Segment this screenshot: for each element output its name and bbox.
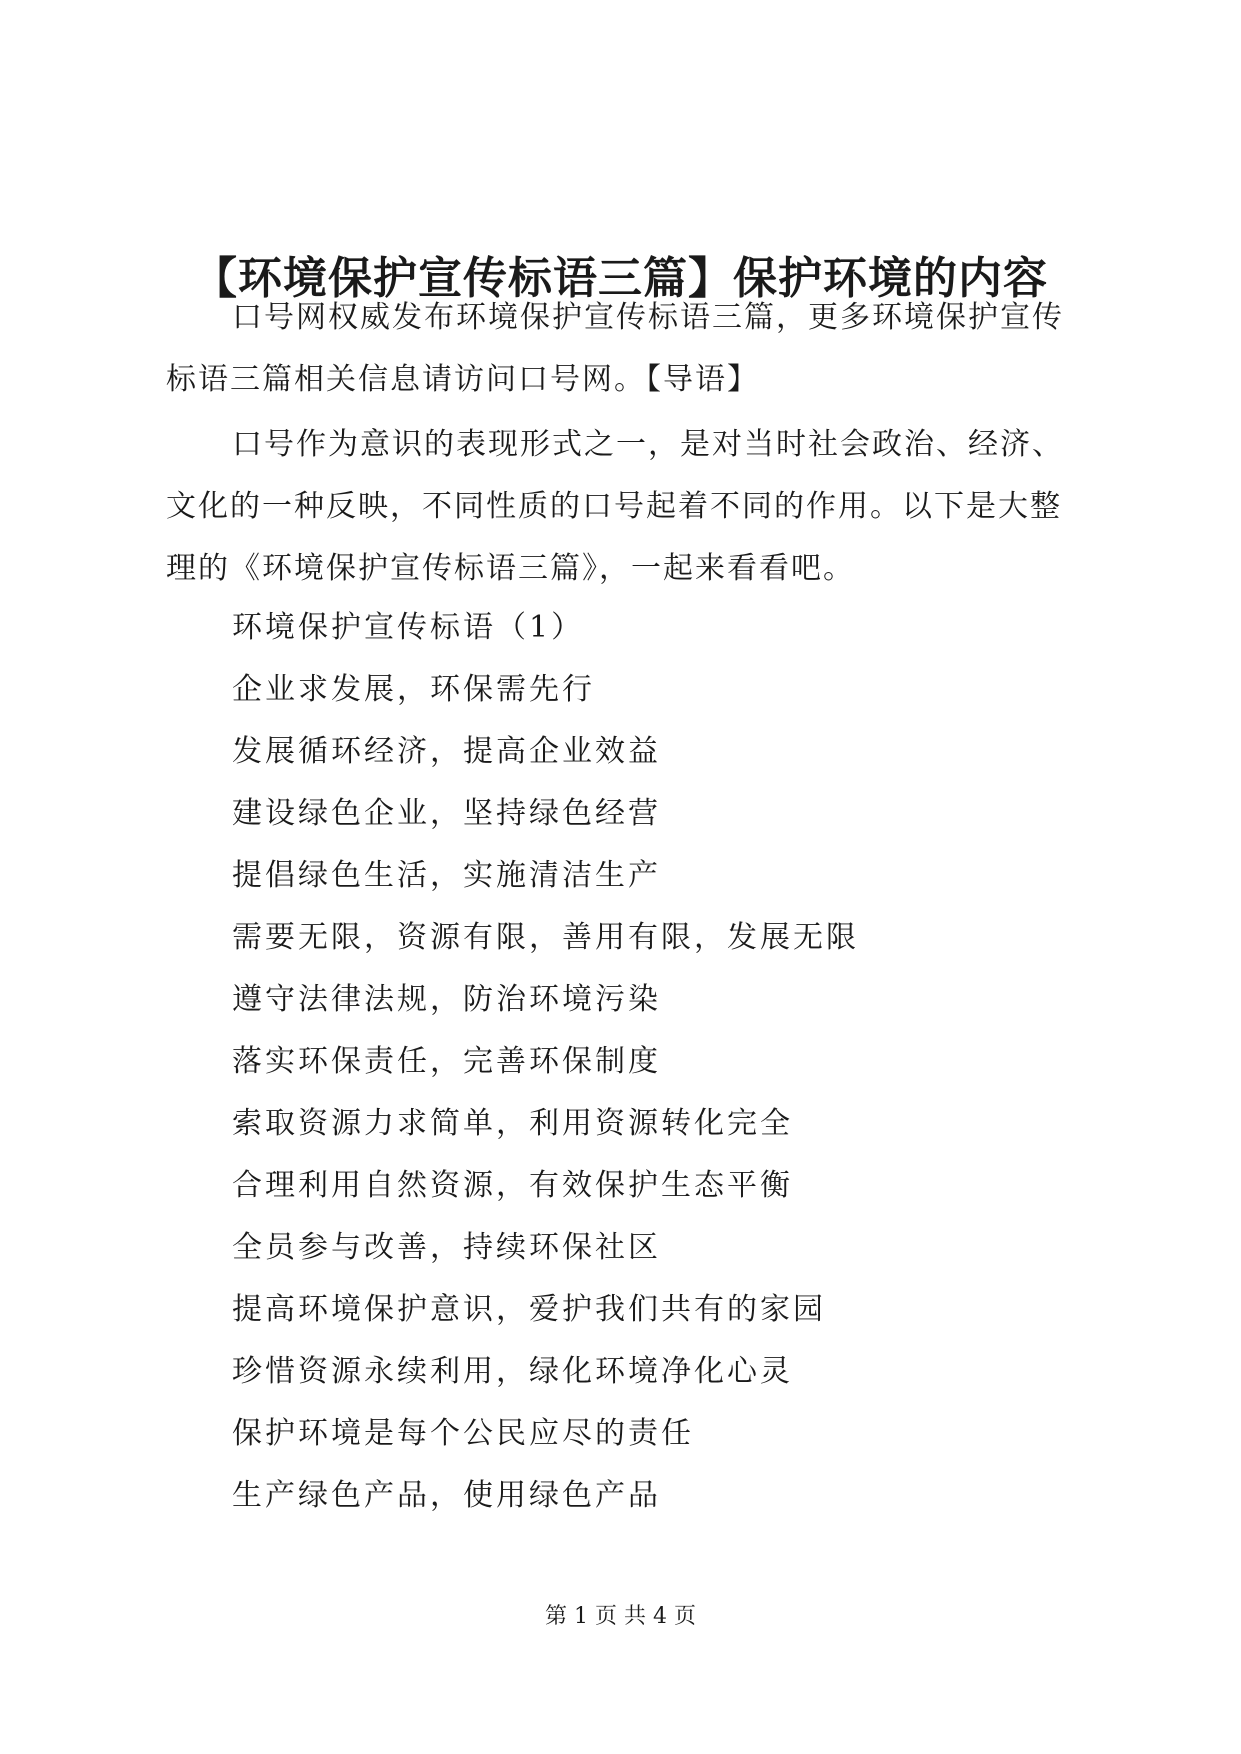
list-item: 需要无限，资源有限，善用有限，发展无限 xyxy=(232,920,859,955)
list-item: 合理利用自然资源，有效保护生态平衡 xyxy=(232,1168,793,1203)
list-item: 索取资源力求简单，利用资源转化完全 xyxy=(232,1106,793,1141)
list-item: 珍惜资源永续利用，绿化环境净化心灵 xyxy=(232,1354,793,1389)
page-footer: 第 1 页 共 4 页 xyxy=(545,1604,696,1629)
list-item: 发展循环经济，提高企业效益 xyxy=(232,734,661,769)
body-paragraph: 口号作为意识的表现形式之一，是对当时社会政治、经济、文化的一种反映，不同性质的口号起着不同的作用。以下是大整理的《环境保护宣传标语三篇》，一起来看看吧。 xyxy=(166,427,1064,586)
section-heading: 环境保护宣传标语（1） xyxy=(232,610,585,645)
list-item: 全员参与改善，持续环保社区 xyxy=(232,1230,661,1265)
intro-paragraph: 口号网权威发布环境保护宣传标语三篇，更多环境保护宣传标语三篇相关信息请访问口号网。【导语】 xyxy=(166,300,1064,397)
list-item: 遵守法律法规，防治环境污染 xyxy=(232,982,661,1017)
slogan-list xyxy=(232,659,859,1527)
list-item: 提高环境保护意识，爱护我们共有的家园 xyxy=(232,1292,826,1327)
list-item: 提倡绿色生活，实施清洁生产 xyxy=(232,858,661,893)
page-title: 【环境保护宣传标语三篇】保护环境的内容 xyxy=(193,253,1048,305)
list-item: 建设绿色企业，坚持绿色经营 xyxy=(232,796,661,831)
list-item: 企业求发展，环保需先行 xyxy=(232,672,595,707)
list-item: 落实环保责任，完善环保制度 xyxy=(232,1044,661,1079)
list-item: 保护环境是每个公民应尽的责任 xyxy=(232,1416,694,1451)
list-item: 生产绿色产品，使用绿色产品 xyxy=(232,1478,661,1513)
